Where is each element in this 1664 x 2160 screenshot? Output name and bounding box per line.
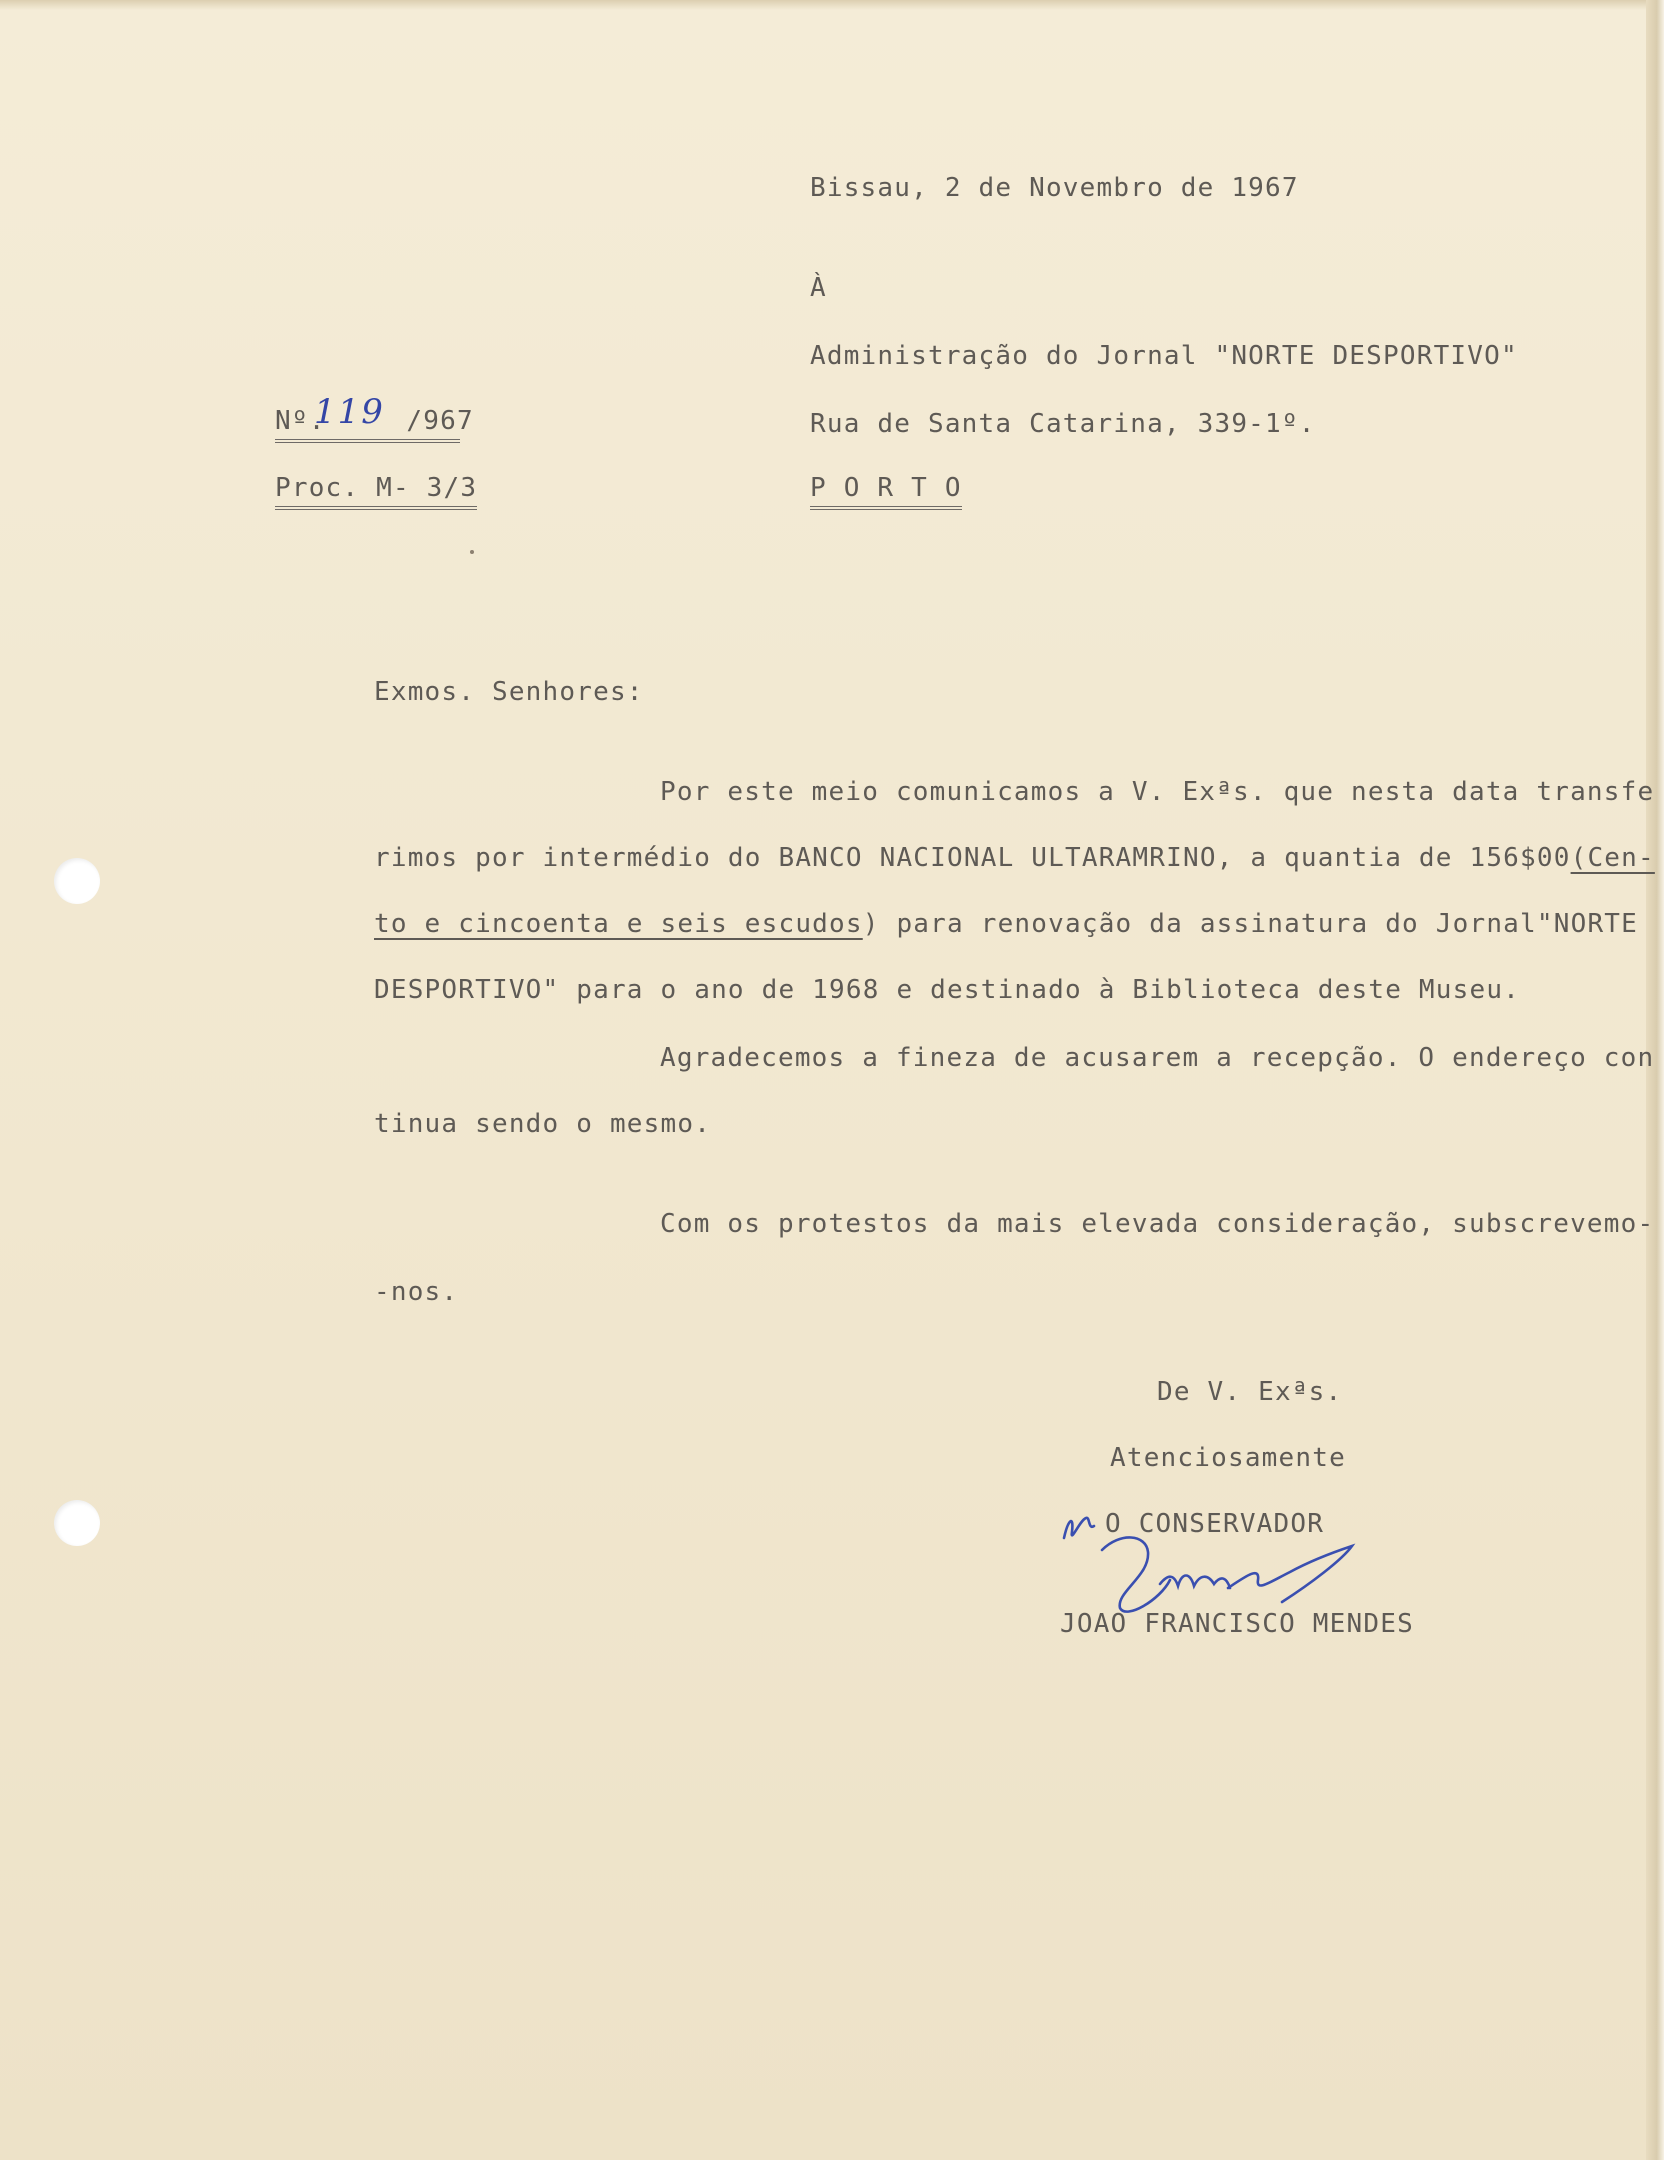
- reference-handwritten-number: 119: [314, 392, 385, 432]
- reference-number-prefix: Nº.: [275, 406, 326, 436]
- paragraph-3-line-1: Com os protestos da mais elevada consideração, subscrevemo-: [660, 1209, 1655, 1239]
- process-reference: Proc. M- 3/3: [275, 472, 477, 510]
- paragraph-2-line-1: Agradecemos a fineza de acusarem a recepção. O endereço con: [660, 1043, 1655, 1073]
- punch-hole-icon: [54, 1500, 100, 1546]
- signature-icon: [1050, 1480, 1370, 1630]
- reference-number-suffix: /967: [406, 406, 474, 436]
- paragraph-1-line-4: DESPORTIVO" para o ano de 1968 e destinado à Biblioteca deste Museu.: [374, 975, 1521, 1005]
- closing-regards: De V. Exªs.: [1157, 1377, 1343, 1407]
- amount-in-words-end: to e cincoenta e seis escudos: [374, 909, 863, 939]
- paragraph-1-line-1: Por este meio comunicamos a V. Exªs. que nesta data transfe: [660, 777, 1655, 807]
- place-date: Bissau, 2 de Novembro de 1967: [810, 173, 1299, 203]
- punch-hole-icon: [54, 858, 100, 904]
- signatory-name: JOAO FRANCISCO MENDES: [1060, 1609, 1414, 1639]
- addressee-city: P O R T O: [810, 472, 962, 510]
- addressee-marker: À: [810, 273, 827, 303]
- addressee-line-1: Administração do Jornal "NORTE DESPORTIVO": [810, 341, 1518, 371]
- salutation: Exmos. Senhores:: [374, 677, 644, 707]
- addressee-line-2: Rua de Santa Catarina, 339-1º.: [810, 409, 1316, 439]
- paragraph-1-line-3-text: ) para renovação da assinatura do Jornal"NORTE: [862, 909, 1639, 939]
- closing-atenciosamente: Atenciosamente: [1110, 1443, 1346, 1473]
- paragraph-1-line-3: [374, 908, 1638, 940]
- paragraph-2-line-2: tinua sendo o mesmo.: [374, 1109, 712, 1139]
- signatory-role: O CONSERVADOR: [1105, 1509, 1325, 1539]
- paragraph-1-line-2: [374, 842, 1655, 874]
- amount-in-words-start: (Cen-: [1570, 843, 1655, 873]
- paper-top-edge: [0, 0, 1664, 10]
- paragraph-1-line-2-text: rimos por intermédio do BANCO NACIONAL ULTARAMRINO, a quantia de 156$00: [374, 843, 1571, 873]
- paragraph-3-line-2: -nos.: [374, 1277, 459, 1307]
- ink-speck: [470, 550, 474, 554]
- paper-right-edge: [1646, 0, 1664, 2160]
